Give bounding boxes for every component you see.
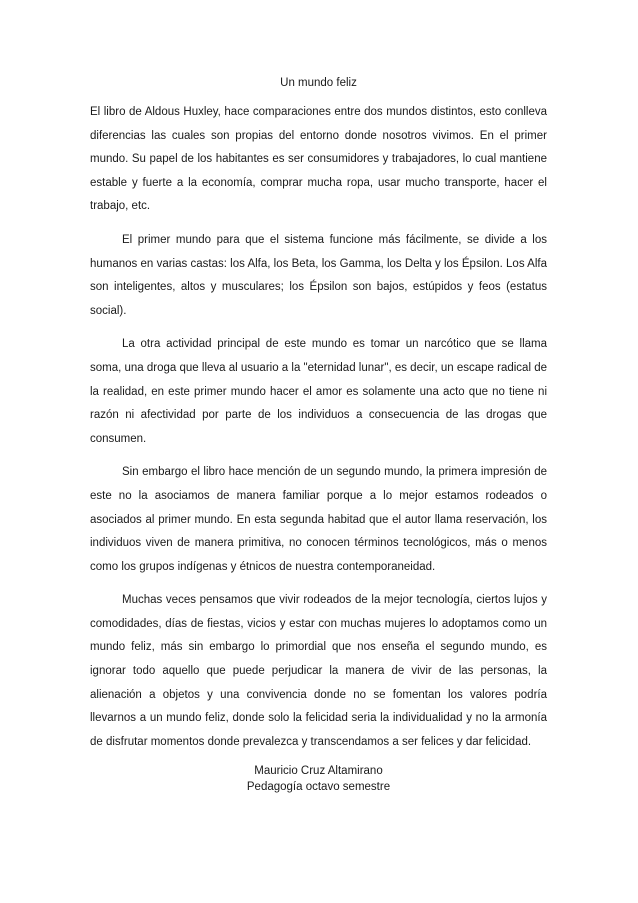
document-page — [90, 75, 547, 795]
signature-author: Mauricio Cruz Altamirano — [254, 765, 383, 778]
paragraph-5: Muchas veces pensamos que vivir rodeados de la mejor tecnología, ciertos lujos y comodidades, días de fiestas, vicios y estar con muchas mujeres lo adoptamos como un mundo feliz, más sin embargo lo primordial que nos enseña el segundo mundo, es ignorar todo aquello que puede perjudicar la manera de vivir de las personas, la alienación a objetos y una convivencia donde no se fomentan los valores podría llevarnos a un mundo feliz, donde solo la felicidad seria la individualidad y no la armonía de disfrutar momentos donde prevalezca y transcendamos a ser felices y dar felicidad. — [90, 594, 547, 748]
signature-block — [90, 764, 547, 795]
signature-role: Pedagogía octavo semestre — [246, 780, 391, 793]
paragraph-4: Sin embargo el libro hace mención de un segundo mundo, la primera impresión de este no la asociamos de manera familiar porque a lo mejor estamos rodeados o asociados al primer mundo. En esta segunda habitad que el autor llama reservación, los individuos viven de manera primitiva, no conocen términos tecnológicos, más o menos como los grupos indígenas y étnicos de nuestra contemporaneidad. — [90, 466, 547, 573]
paragraph-3: La otra actividad principal de este mundo es tomar un narcótico que se llama soma, una droga que lleva al usuario a la "eternidad lunar", es decir, un escape radical de la realidad, en este primer mundo hacer el amor es solamente una acto que no tiene ni razón ni afectividad por parte de los individuos a consecuencia de las drogas que consumen. — [90, 338, 547, 445]
paragraph-1: El libro de Aldous Huxley, hace comparaciones entre dos mundos distintos, esto conlleva diferencias las cuales son propias del entorno donde nosotros vivimos. En el primer mundo. Su papel de los habitantes es ser consumidores y trabajadores, lo cual mantiene estable y fuerte a la economía, comprar mucha ropa, usar mucho transporte, hacer el trabajo, etc. — [90, 106, 547, 213]
document-title: Un mundo feliz — [280, 77, 357, 89]
paragraph-2: El primer mundo para que el sistema funcione más fácilmente, se divide a los humanos en varias castas: los Alfa, los Beta, los Gamma, los Delta y los Épsilon. Los Alfa son inteligentes, altos y musculares; los Épsilon son bajos, estúpidos y feos (estatus social). — [90, 233, 547, 317]
